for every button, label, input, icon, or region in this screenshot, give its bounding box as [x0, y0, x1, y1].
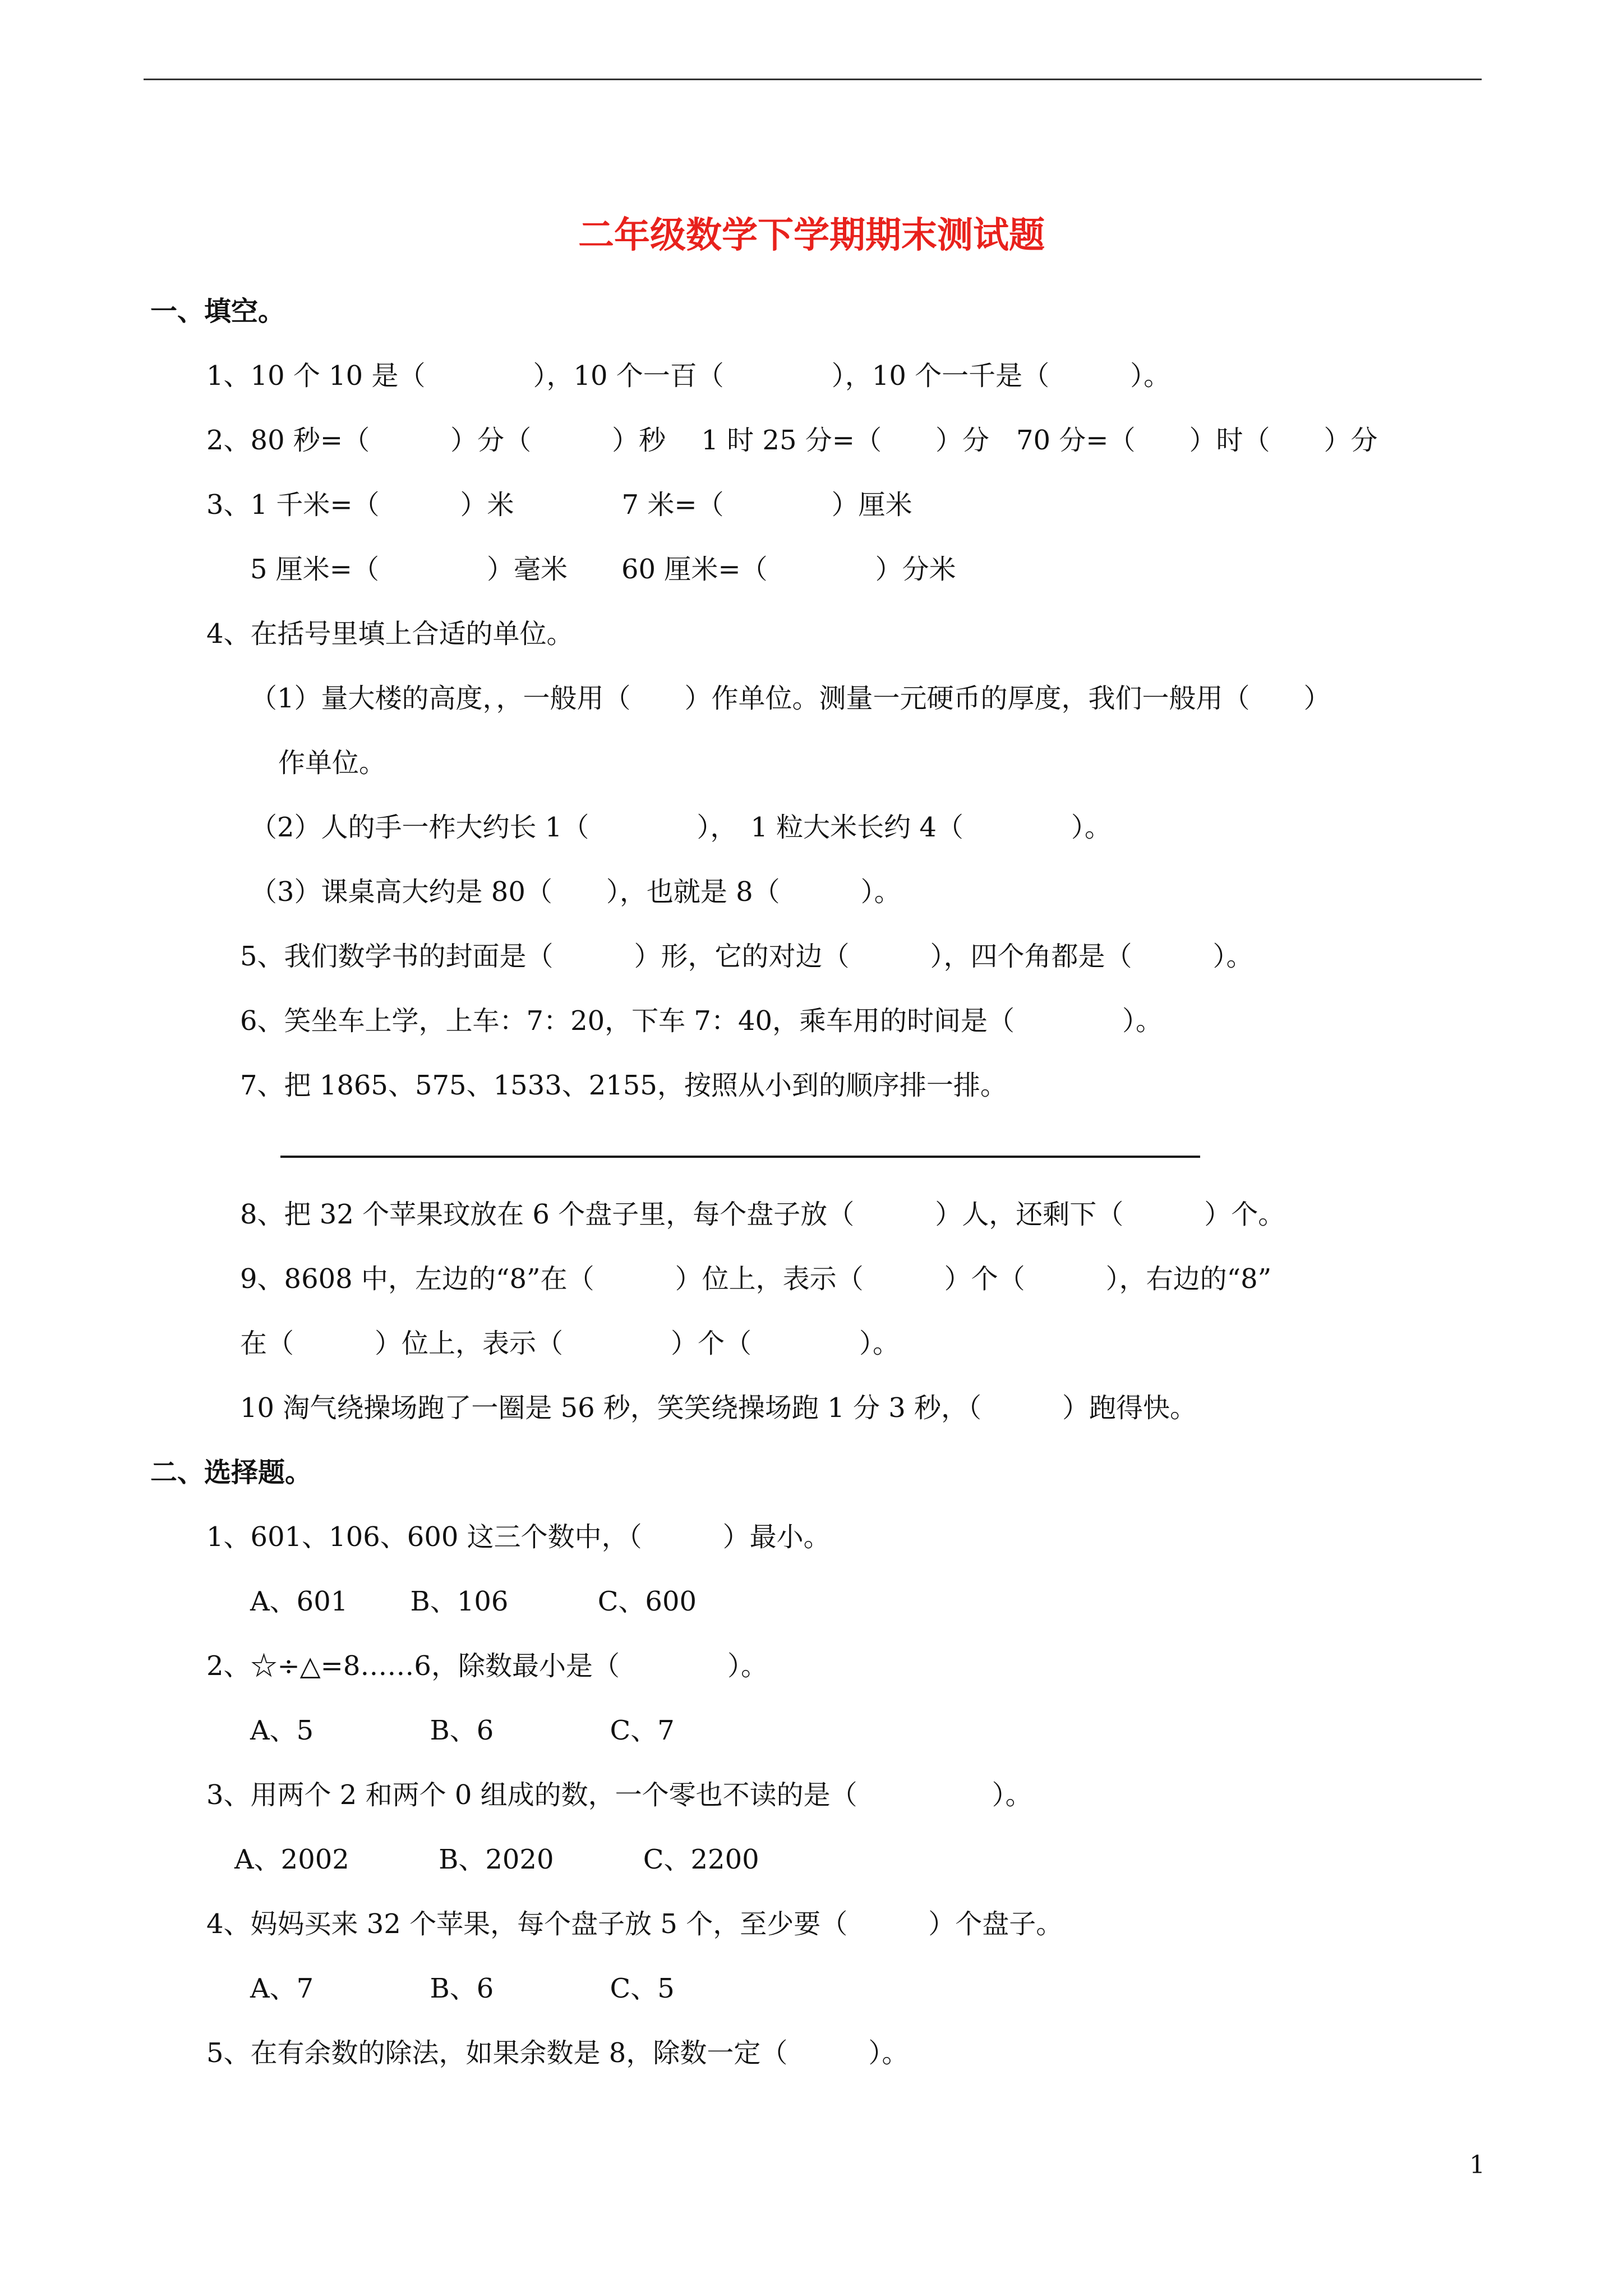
question-line: 1、10 个 10 是（ ），10 个一百（ ），10 个一千是（ ）。 — [206, 360, 1171, 392]
answer-line — [280, 1156, 1200, 1158]
question-line: 8、把 32 个苹果玟放在 6 个盘子里，每个盘子放（ ）人，还剩下（ ）个。 — [240, 1199, 1285, 1230]
section-heading-fill-blank: 一、填空。 — [150, 296, 285, 327]
header-rule — [144, 79, 1482, 80]
choice-line: A、2002 B、2020 C、2200 — [234, 1844, 759, 1875]
choice-line: A、5 B、6 C、7 — [250, 1715, 675, 1746]
question-line: 4、在括号里填上合适的单位。 — [206, 618, 574, 650]
question-line: 2、☆÷△=8……6，除数最小是（ ）。 — [206, 1650, 768, 1682]
question-line: 6、笑坐车上学，上车：7：20，下车 7：40，乘车用的时间是（ ）。 — [240, 1005, 1163, 1037]
question-line: （2）人的手一柞大约长 1（ ）， 1 粒大米长约 4（ ）。 — [250, 812, 1112, 843]
question-line: 2、80 秒=（ ）分（ ）秒 1 时 25 分=（ ）分 70 分=（ ）时（ ）分 — [206, 425, 1378, 456]
question-line: 1、601、106、600 这三个数中，（ ）最小。 — [206, 1521, 831, 1553]
question-line: 3、用两个 2 和两个 0 组成的数，一个零也不读的是（ ）。 — [206, 1779, 1032, 1811]
question-line: 5、我们数学书的封面是（ ）形，它的对边（ ），四个角都是（ ）。 — [240, 941, 1253, 972]
choice-line: A、7 B、6 C、5 — [250, 1973, 675, 2004]
choice-line: A、601 B、106 C、600 — [250, 1586, 697, 1617]
question-line: 在（ ）位上，表示（ ）个（ ）。 — [240, 1328, 900, 1359]
question-line: （1）量大楼的高度，，一般用（ ）作单位。测量一元硬币的厚度，我们一般用（ ） — [250, 683, 1331, 714]
question-line: 9、8608 中，左边的“8”在（ ）位上，表示（ ）个（ ），右边的“8” — [240, 1263, 1272, 1295]
question-line: 4、妈妈买来 32 个苹果，每个盘子放 5 个，至少要（ ）个盘子。 — [206, 1908, 1063, 1940]
question-line: 3、1 千米=（ ）米 7 米=（ ）厘米 — [206, 489, 912, 521]
question-line: 作单位。 — [278, 747, 386, 779]
question-line: 10 淘气绕操场跑了一圈是 56 秒，笑笑绕操场跑 1 分 3 秒，（ ）跑得快。 — [240, 1392, 1197, 1424]
question-line: 7、把 1865、575、1533、2155，按照从小到的顺序排一排。 — [240, 1070, 1007, 1101]
question-line: 5、在有余数的除法，如果余数是 8，除数一定（ ）。 — [206, 2037, 909, 2069]
question-line: （3）课桌高大约是 80（ ），也就是 8（ ）。 — [250, 876, 901, 908]
page-title: 二年级数学下学期期末测试题 — [578, 215, 1045, 256]
question-line: 5 厘米=（ ）毫米 60 厘米=（ ）分米 — [250, 554, 956, 585]
page-number: 1 — [1469, 2151, 1485, 2179]
section-heading-multiple-choice: 二、选择题。 — [150, 1457, 312, 1488]
